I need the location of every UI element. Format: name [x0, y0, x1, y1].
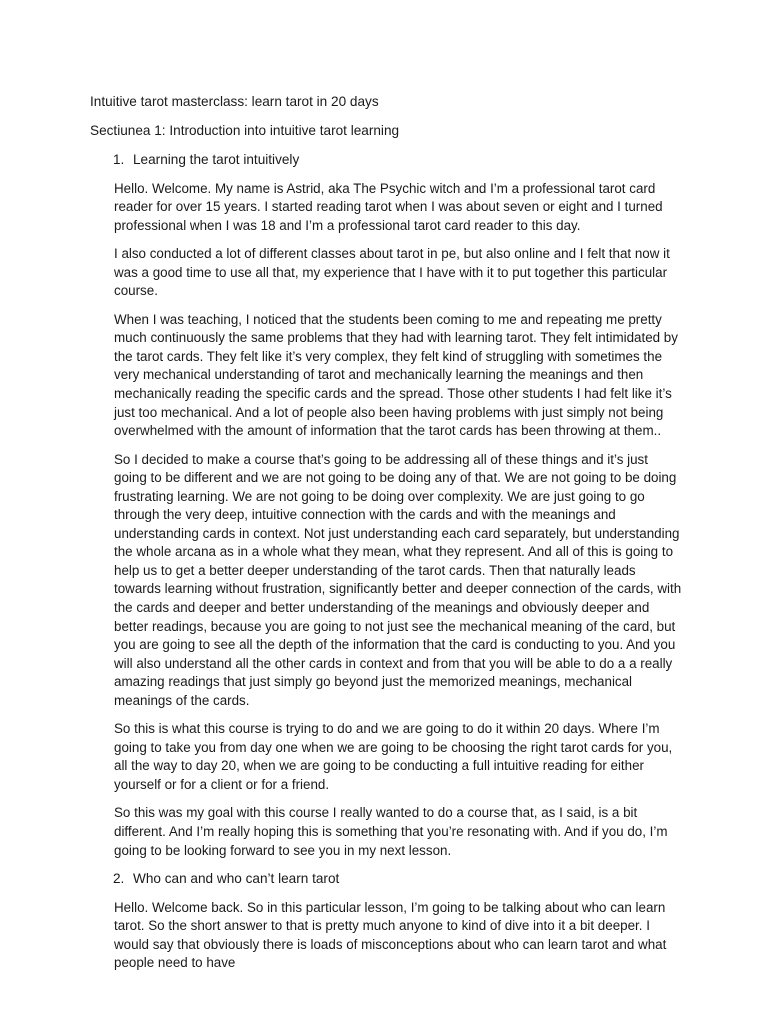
lesson-heading: [113, 870, 684, 889]
lesson-heading-text: Learning the tarot intuitively: [133, 152, 300, 167]
paragraph: So this was my goal with this course I really wanted to do a course that, as I said, is a bit different. And I’m really hoping this is something that you’re resonating with. And if you do, I’m going to be looking forward to see you in my next lesson.: [114, 805, 668, 858]
document-body: [114, 151, 684, 983]
lesson-heading-text: Who can and who can’t learn tarot: [133, 871, 340, 887]
section-title: Sectiunea 1: Introduction into intuitive tarot learning: [90, 123, 400, 138]
lesson-1: [114, 151, 684, 860]
paragraph: Hello. Welcome back. So in this particular lesson, I’m going to be talking about who can learn tarot. So the short answer to that is pretty much anyone to kind of dive into it a bit deeper. I would say that obviously there is loads of misconceptions about who can learn tarot and what people need to have: [114, 899, 667, 971]
lesson-heading: [113, 151, 684, 170]
paragraph: So I decided to make a course that’s going to be addressing all of these things and it’s just going to be different and we are not going to be doing any of that. We are not going to be doing frustrating learning. We are not going to be doing over complexity. We are just going to go through the very deep, intuitive connection with the cards and with the meanings and understanding cards in context. Not just understanding each card separately, but understanding the whole arcana as in a whole what they mean, what they represent. And all of this is going to help us to get a better deeper understanding of the tarot cards. Then that naturally leads towards learning without frustration, significantly better and deeper connection of the cards, with the cards and deeper and better understanding of the meanings and obviously deeper and better readings, because you are going to not just see the mechanical meaning of the card, but you are going to see all the depth of the information that the card is conducting to you. And you will also understand all the other cards in context and from that you will be able to do a a really amazing readings that just simply go beyond just the memorized meanings, mechanical meanings of the cards.: [114, 451, 682, 708]
lesson-2: [114, 870, 684, 973]
lesson-number: 1.: [113, 152, 125, 167]
paragraph: Hello. Welcome. My name is Astrid, aka The Psychic witch and I’m a professional tarot card reader for over 15 years. I started reading tarot when I was about seven or eight and I turned professional when I was 18 and I’m a professional tarot card reader to this day.: [114, 180, 663, 233]
paragraph: I also conducted a lot of different classes about tarot in pe, but also online and I felt that now it was a good time to use all that, my experience that I have with it to put together this particular course.: [114, 246, 670, 299]
document-title: Intuitive tarot masterclass: learn tarot in 20 days: [90, 94, 379, 109]
lesson-number: 2.: [113, 871, 125, 887]
paragraph: So this is what this course is trying to do and we are going to do it within 20 days. Where I’m going to take you from day one when we are going to be choosing the right tarot cards for you, all the way to day 20, when we are going to be conducting a full intuitive reading for either yourself or for a client or for a friend.: [114, 721, 673, 792]
paragraph: When I was teaching, I noticed that the students been coming to me and repeating me pretty much continuously the same problems that they had with learning tarot. They felt intimidated by the tarot cards. They felt like it’s very complex, they felt kind of struggling with sometimes the very mechanical understanding of tarot and mechanically learning the meanings and then mechanically reading the specific cards and the spread. Those other students I had felt like it’s just too mechanical. And a lot of people also been having problems with just simply not being overwhelmed with the amount of information that the tarot cards has been throwing at them..: [114, 311, 678, 439]
